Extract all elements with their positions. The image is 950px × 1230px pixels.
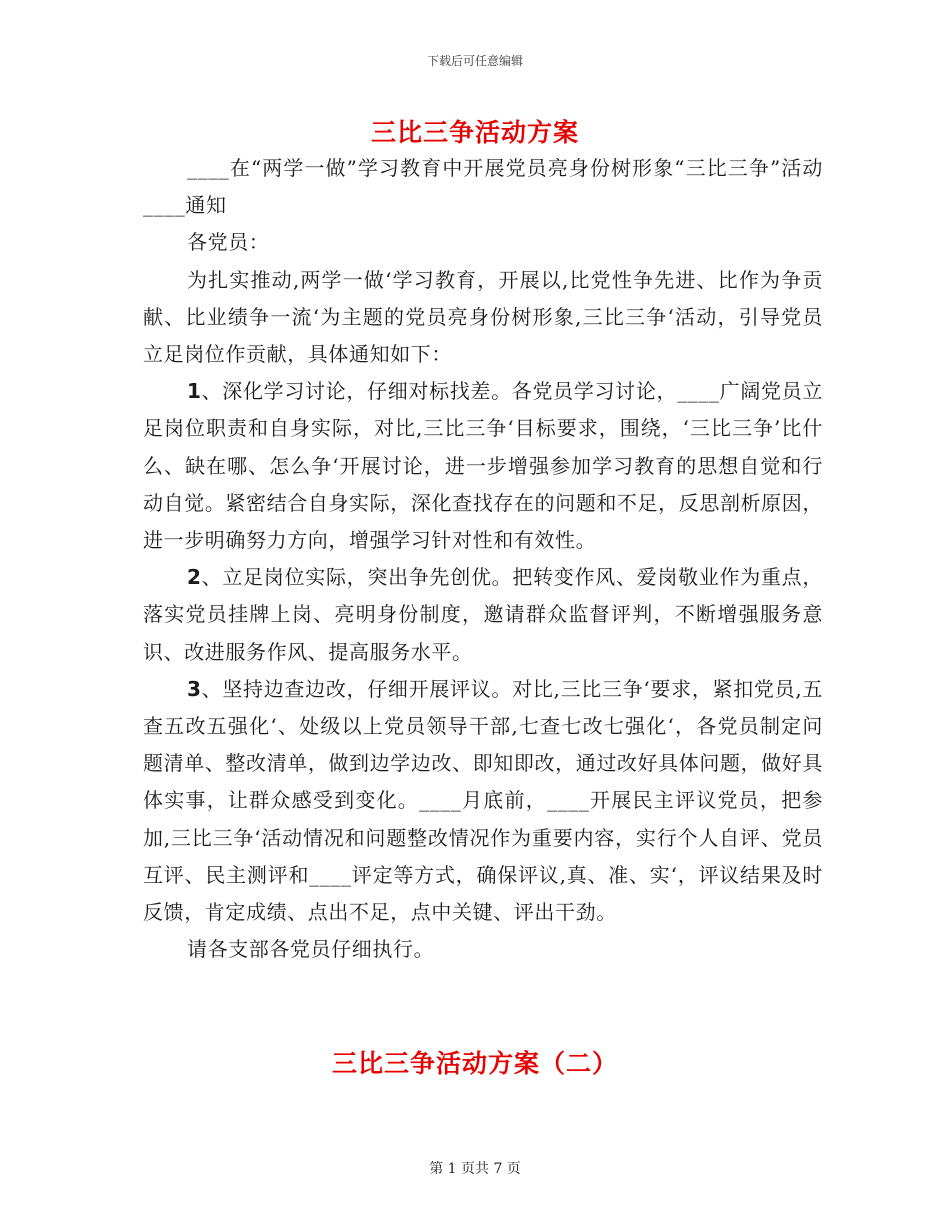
salutation: 各党员： xyxy=(187,230,270,255)
document-title: 三比三争活动方案 xyxy=(370,118,579,147)
second-section-title: 三比三争活动方案（二） xyxy=(331,1049,618,1078)
item-number: 3 xyxy=(187,676,202,701)
item-paragraph-2 xyxy=(143,559,823,671)
header-note: 下载后可任意编辑 xyxy=(426,54,523,68)
notice-title-paragraph: ____在“两学一做”学习教育中开展党员亮身份树形象“三比三争”活动____通知 xyxy=(143,156,823,218)
item-number: 1 xyxy=(187,379,202,404)
intro-paragraph: 为扎实推动,两学一做‘学习教育，开展以,比党性争先进、比作为争贡献、比业绩争一流‘为主题的党员亮身份树形象,三比三争‘活动，引导党员立足岗位作贡献，具体通知如下： xyxy=(143,267,823,367)
item-text: 、立足岗位实际，突出争先创优。把转变作风、爱岗敬业作为重点，落实党员挂牌上岗、亮明身份制度，邀请群众监督评判，不断增强服务意识、改进服务作风、提高服务水平。 xyxy=(143,565,823,664)
closing-paragraph: 请各支部各党员仔细执行。 xyxy=(187,937,435,962)
item-text: 、深化学习讨论，仔细对标找差。各党员学习讨论，____广阔党员立足岗位职责和自身实际，对比,三比三争‘目标要求，围绕，‘三比三争’比什么、缺在哪、怎么争‘开展讨论，进一步增强参加学习教育的思想自觉和行动自觉。紧密结合自身实际，深化查找存在的问题和不足，反思剖析原因，进一步明确努力方向，增强学习针对性和有效性。 xyxy=(143,379,823,553)
document-body xyxy=(143,150,823,968)
item-paragraph-1 xyxy=(143,373,823,559)
item-number: 2 xyxy=(187,565,202,590)
item-text: 、坚持边查边改，仔细开展评议。对比,三比三争‘要求，紧扣党员,五查五改五强化‘、处级以上党员领导干部,七查七改七强化‘，各党员制定问题清单、整改清单，做到边学边改、即知即改，通过改好具体问题，做好具体实事，让群众感受到变化。____月底前，____开展民主评议党员，把参加,三比三争‘活动情况和问题整改情况作为重要内容，实行个人自评、党员互评、民主测评和____评定等方式，确保评议,真、准、实‘，评议结果及时反馈，肯定成绩、点出不足，点中关键、评出干劲。 xyxy=(143,676,823,925)
item-paragraph-3 xyxy=(143,671,823,931)
page-indicator: 第 1 页共 7 页 xyxy=(429,1161,521,1177)
